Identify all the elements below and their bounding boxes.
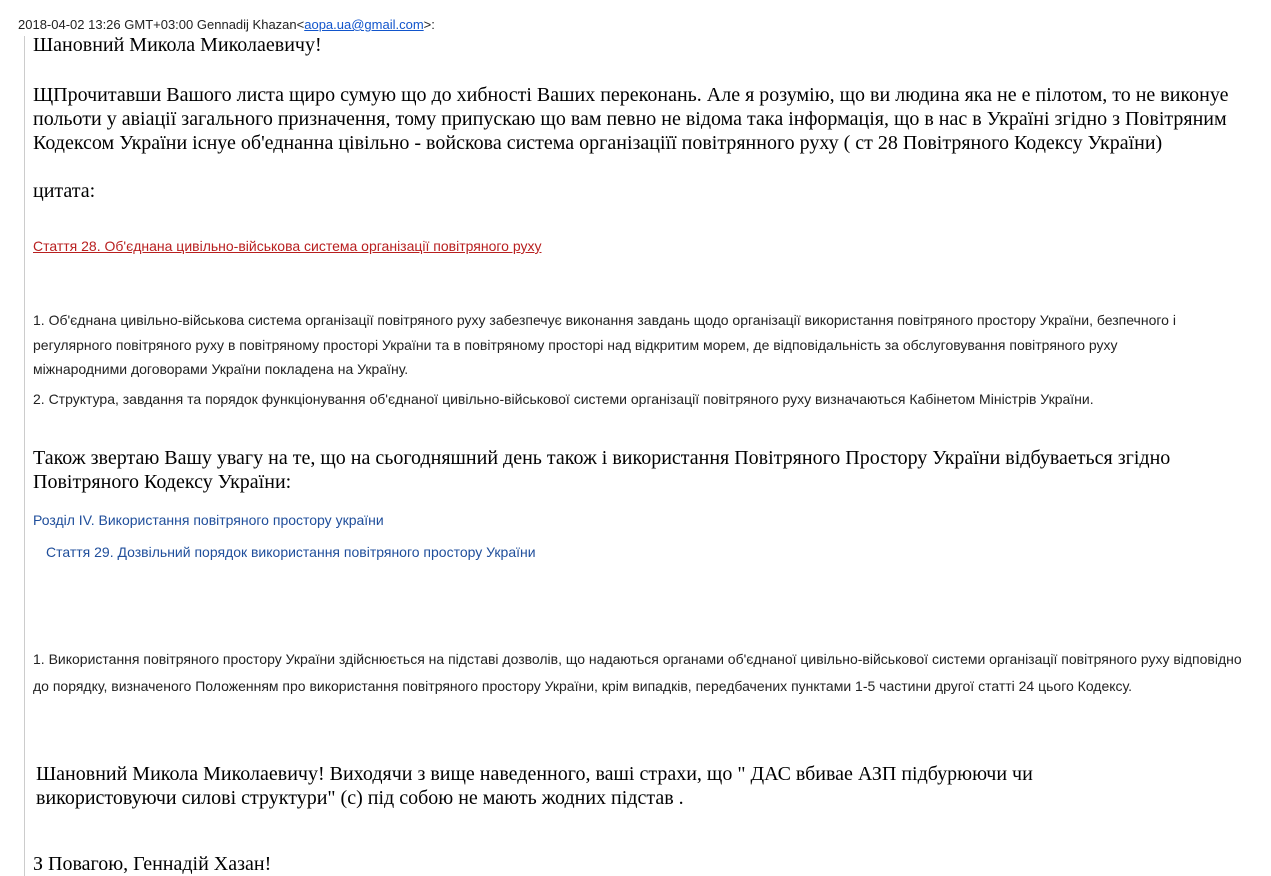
- paragraph-intro: ЩПрочитавши Вашого листа щиро сумую що до хибності Ваших переконань. Але я розумію, що ви людина яка не е пілотом, то не виконуе польоти у авіації загального призначення, тому припускаю що вам певно не відома така інформація, що в нас в Україні згідно з Повітряним Кодексом України існуе об'еднанна цівільно - войскова система організаціїї повітрянного руху ( ст 28 Повітряного Кодексу України): [33, 84, 1229, 154]
- article-28-title[interactable]: [33, 237, 541, 256]
- article-28-paragraph-1: 1. Об'єднана цивільно-військова система організації повітряного руху забезпечує виконання завдань щодо організації використання повітряного простору України, безпечного і регулярного повітряного руху в повітряному просторі України та в повітряному просторі над відкритим морем, де відповідальність за обслуговування повітряного руху міжнародними договорами України покладена на Україну.: [33, 312, 1176, 377]
- section-4-title[interactable]: Розділ IV. Використання повітряного простору україни: [33, 512, 384, 528]
- article-28-link[interactable]: Стаття 28. Об'єднана цивільно-військова система організації повітряного руху: [33, 238, 542, 254]
- article-29-title[interactable]: Стаття 29. Дозвільний порядок використання повітряного простору України: [46, 544, 536, 560]
- article-28-paragraph-2: 2. Структура, завдання та порядок функціонування об'єднаної цивільно-військової системи організації повітряного руху визначаються Кабінетом Міністрів України.: [33, 391, 1094, 407]
- quote-label: цитата:: [33, 180, 96, 202]
- email-header: [18, 16, 435, 34]
- quote-bar: [24, 36, 25, 876]
- email-date: 2018-04-02 13:26 GMT+03:00: [18, 17, 194, 32]
- email-bracket-close: >:: [423, 17, 435, 32]
- greeting: Шановний Микола Миколаевичу!: [33, 34, 322, 56]
- article-29-paragraph-1: 1. Використання повітряного простору України здійснюється на підставі дозволів, що надаються органами об'єднаної цивільно-військової системи організації повітряного руху відповідно до порядку, визначеного Положенням про використання повітряного простору України, крім випадків, передбачених пунктами 1-5 частини другої статті 24 цього Кодексу.: [33, 651, 1242, 694]
- signature: З Повагою, Геннадій Хазан!: [33, 853, 272, 875]
- sender-email-link[interactable]: aopa.ua@gmail.com: [304, 17, 424, 32]
- paragraph-airspace: Також звертаю Вашу увагу на те, що на сьогодняшний день також і використання Повітряного Простору України відбуваеться згідно Повітряного Кодексу України:: [33, 447, 1171, 493]
- sender-name: Gennadij Khazan: [196, 17, 297, 32]
- email-bracket-open: <: [296, 17, 305, 32]
- paragraph-conclusion: Шановний Микола Миколаевичу! Виходячи з вище наведенного, ваші страхи, що " ДАС вбивае АЗП підбурюючи чи використовуючи силові структури" (с) під собою не мають жодних підстав .: [36, 763, 1033, 809]
